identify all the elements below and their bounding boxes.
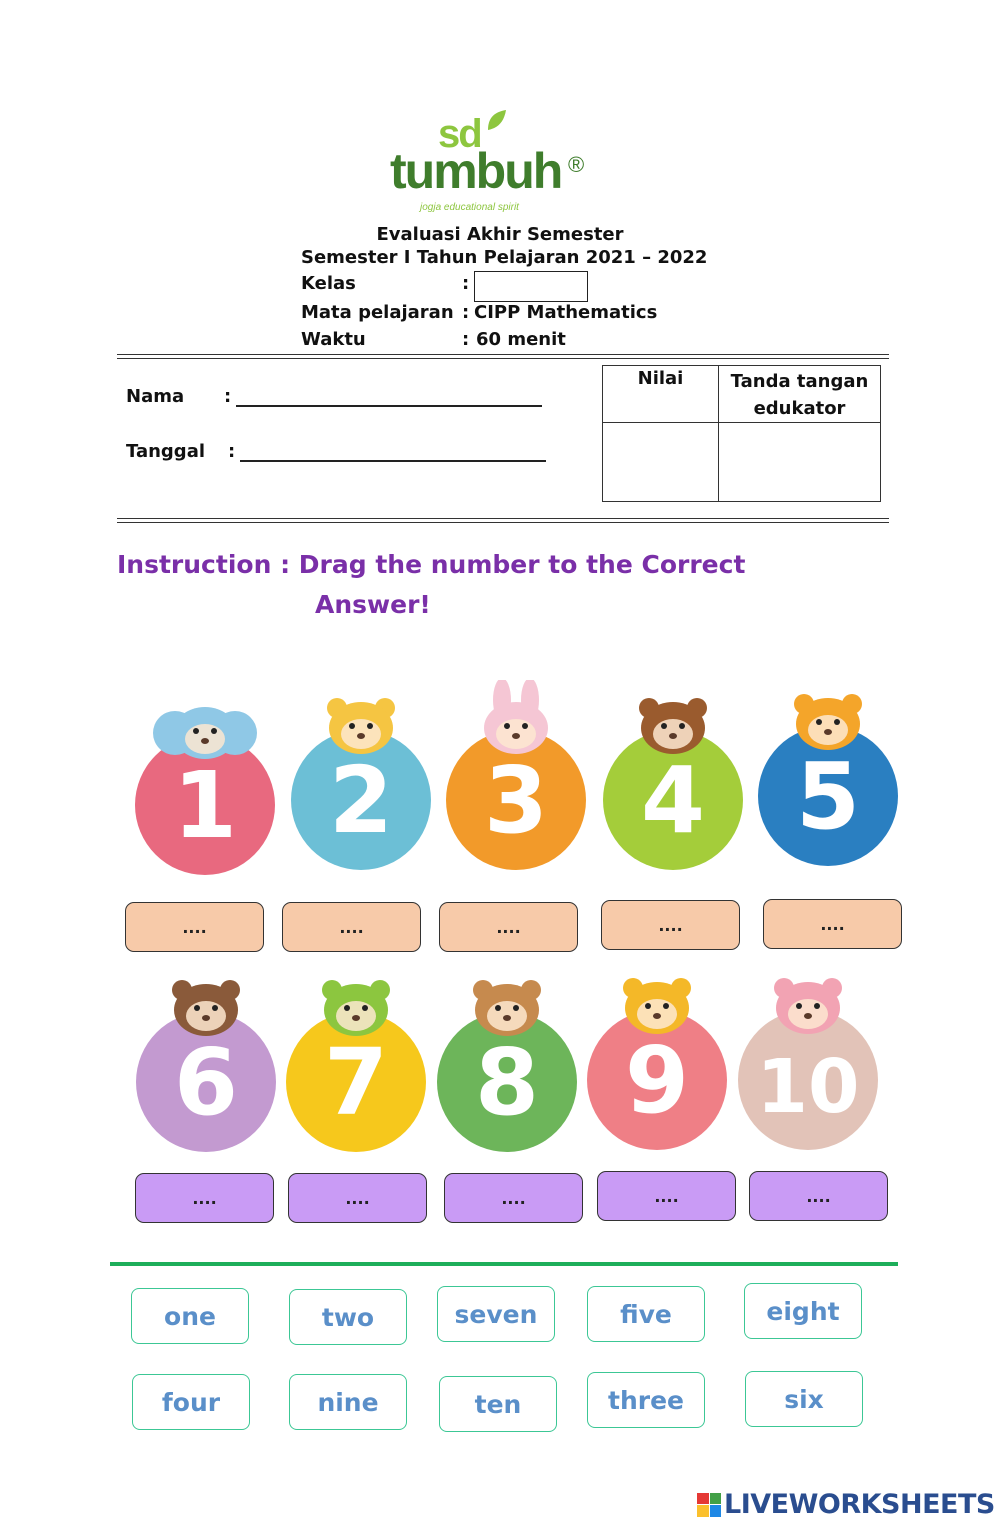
date-colon: : — [228, 441, 236, 462]
word-card-six[interactable]: six — [745, 1371, 863, 1427]
number-badge-9 — [572, 960, 742, 1160]
answer-slot-1[interactable]: .... — [125, 902, 264, 952]
time-label: Waktu — [301, 329, 366, 350]
kelas-colon: : — [462, 273, 470, 294]
number-badge-2 — [276, 680, 446, 880]
number-label: 7 — [323, 1029, 389, 1136]
number-badge-7 — [271, 962, 441, 1162]
number-badge-8 — [422, 962, 592, 1162]
logo-sd-text: sd — [438, 112, 481, 156]
number-label: 3 — [483, 747, 549, 854]
subject-label: Mata pelajaran — [301, 302, 454, 323]
grade-header-signature: Tanda tangan edukator — [719, 366, 881, 423]
number-badge-1 — [120, 685, 290, 885]
instruction-line-1: Instruction : Drag the number to the Correct — [117, 550, 746, 579]
time-colon: : — [462, 329, 470, 350]
kelas-label: Kelas — [301, 273, 356, 294]
number-label: 6 — [173, 1029, 239, 1136]
logo-tagline: jogja educational spirit — [420, 202, 519, 213]
number-badge-3 — [431, 680, 601, 880]
grade-cell-nilai — [603, 423, 719, 502]
word-card-one[interactable]: one — [131, 1288, 249, 1344]
word-card-two[interactable]: two — [289, 1289, 407, 1345]
number-badge-10 — [723, 960, 893, 1160]
time-value: 60 menit — [476, 329, 566, 350]
subject-value: CIPP Mathematics — [474, 302, 658, 323]
liveworksheets-brand: LIVEWORKSHEETS — [724, 1489, 995, 1520]
answer-slot-8[interactable]: .... — [444, 1173, 583, 1223]
exam-title: Evaluasi Akhir Semester — [376, 224, 624, 245]
name-colon: : — [224, 386, 232, 407]
answer-slot-9[interactable]: .... — [597, 1171, 736, 1221]
word-card-eight[interactable]: eight — [744, 1283, 862, 1339]
answer-slot-10[interactable]: .... — [749, 1171, 888, 1221]
number-label: 1 — [172, 752, 238, 859]
word-card-five[interactable]: five — [587, 1286, 705, 1342]
number-label: 10 — [756, 1044, 860, 1130]
instruction-line-2: Answer! — [315, 590, 431, 619]
word-card-nine[interactable]: nine — [289, 1374, 407, 1430]
divider-top — [117, 354, 889, 359]
number-label: 2 — [328, 747, 394, 854]
number-badge-4 — [588, 680, 758, 880]
grade-header-nilai: Nilai — [603, 366, 719, 423]
registered-mark: ® — [568, 152, 585, 177]
semester-line: Semester I Tahun Pelajaran 2021 – 2022 — [301, 247, 708, 268]
kelas-input[interactable] — [474, 271, 588, 302]
number-badge-5 — [743, 676, 913, 876]
answer-slot-3[interactable]: .... — [439, 902, 578, 952]
green-divider — [110, 1262, 898, 1266]
answer-slot-2[interactable]: .... — [282, 902, 421, 952]
date-blank — [240, 460, 546, 462]
logo-tumbuh-text: tumbuh — [390, 143, 562, 199]
number-badge-6 — [121, 962, 291, 1162]
name-label: Nama — [126, 386, 185, 407]
date-label: Tanggal — [126, 441, 206, 462]
number-label: 4 — [640, 747, 706, 854]
grade-table — [602, 365, 881, 502]
answer-slot-4[interactable]: .... — [601, 900, 740, 950]
liveworksheets-icon — [697, 1493, 721, 1517]
answer-slot-7[interactable]: .... — [288, 1173, 427, 1223]
grade-cell-signature — [719, 423, 881, 502]
number-label: 9 — [624, 1027, 690, 1134]
rabbit-icon — [484, 680, 548, 754]
word-card-ten[interactable]: ten — [439, 1376, 557, 1432]
school-logo — [388, 108, 608, 218]
subject-colon: : — [462, 302, 470, 323]
answer-slot-5[interactable]: .... — [763, 899, 902, 949]
leaf-icon — [484, 108, 508, 132]
word-card-four[interactable]: four — [132, 1374, 250, 1430]
number-label: 5 — [795, 743, 861, 850]
liveworksheets-logo — [697, 1489, 995, 1520]
answer-slot-6[interactable]: .... — [135, 1173, 274, 1223]
number-label: 8 — [474, 1029, 540, 1136]
divider-bottom — [117, 518, 889, 523]
word-card-seven[interactable]: seven — [437, 1286, 555, 1342]
word-card-three[interactable]: three — [587, 1372, 705, 1428]
name-blank — [236, 405, 542, 407]
